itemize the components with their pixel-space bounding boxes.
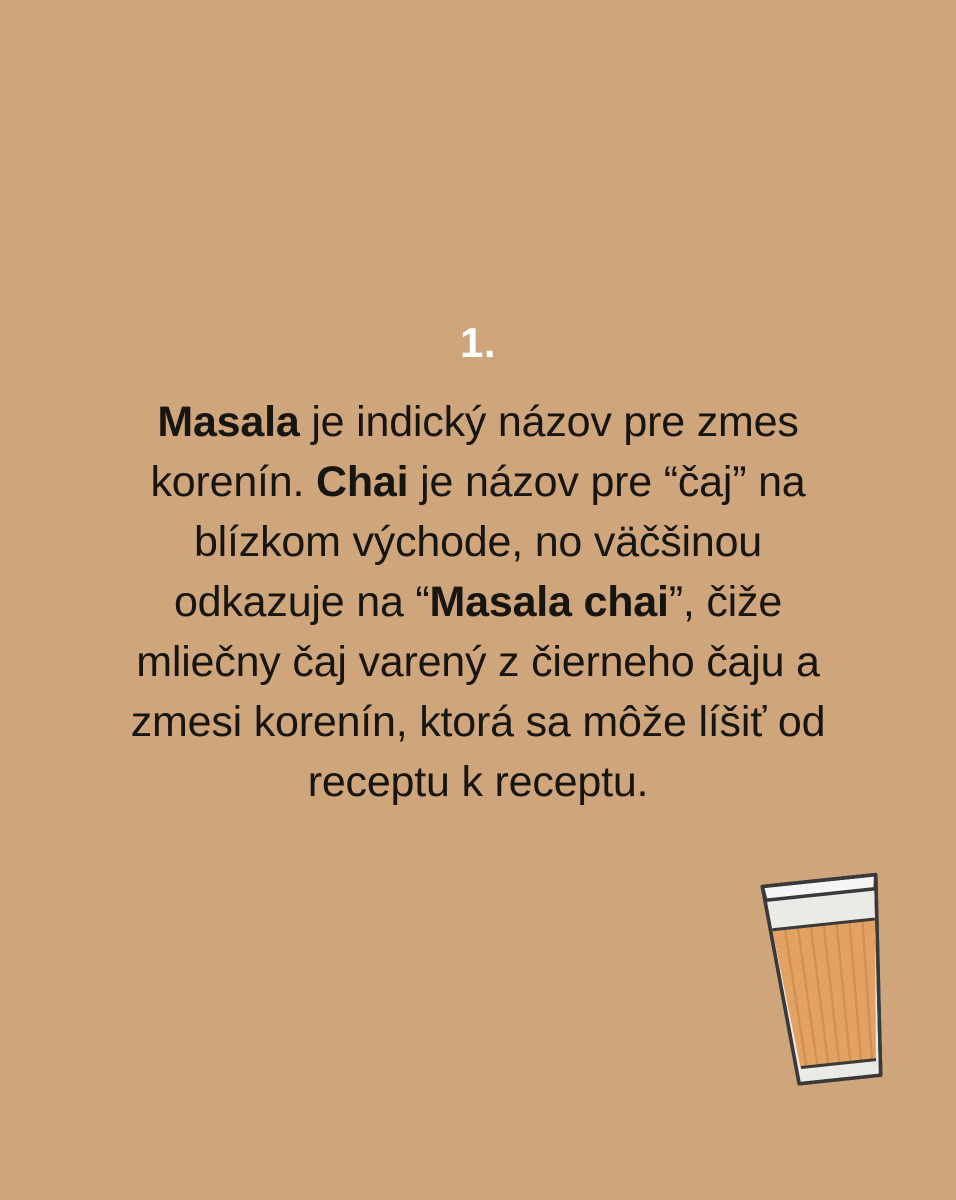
body-paragraph: Masala je indický názov pre zmes korenín. Chai je názov pre “čaj” na blízkom východe, no väčšinou odkazuje na “Masala chai”, čiže mliečny čaj varený z čierneho čaju a zmesi korenín, ktorá sa môže líšiť od receptu k receptu. xyxy=(130,398,826,806)
chai-glass-illustration xyxy=(735,868,925,1103)
step-number: 1. xyxy=(459,319,497,366)
